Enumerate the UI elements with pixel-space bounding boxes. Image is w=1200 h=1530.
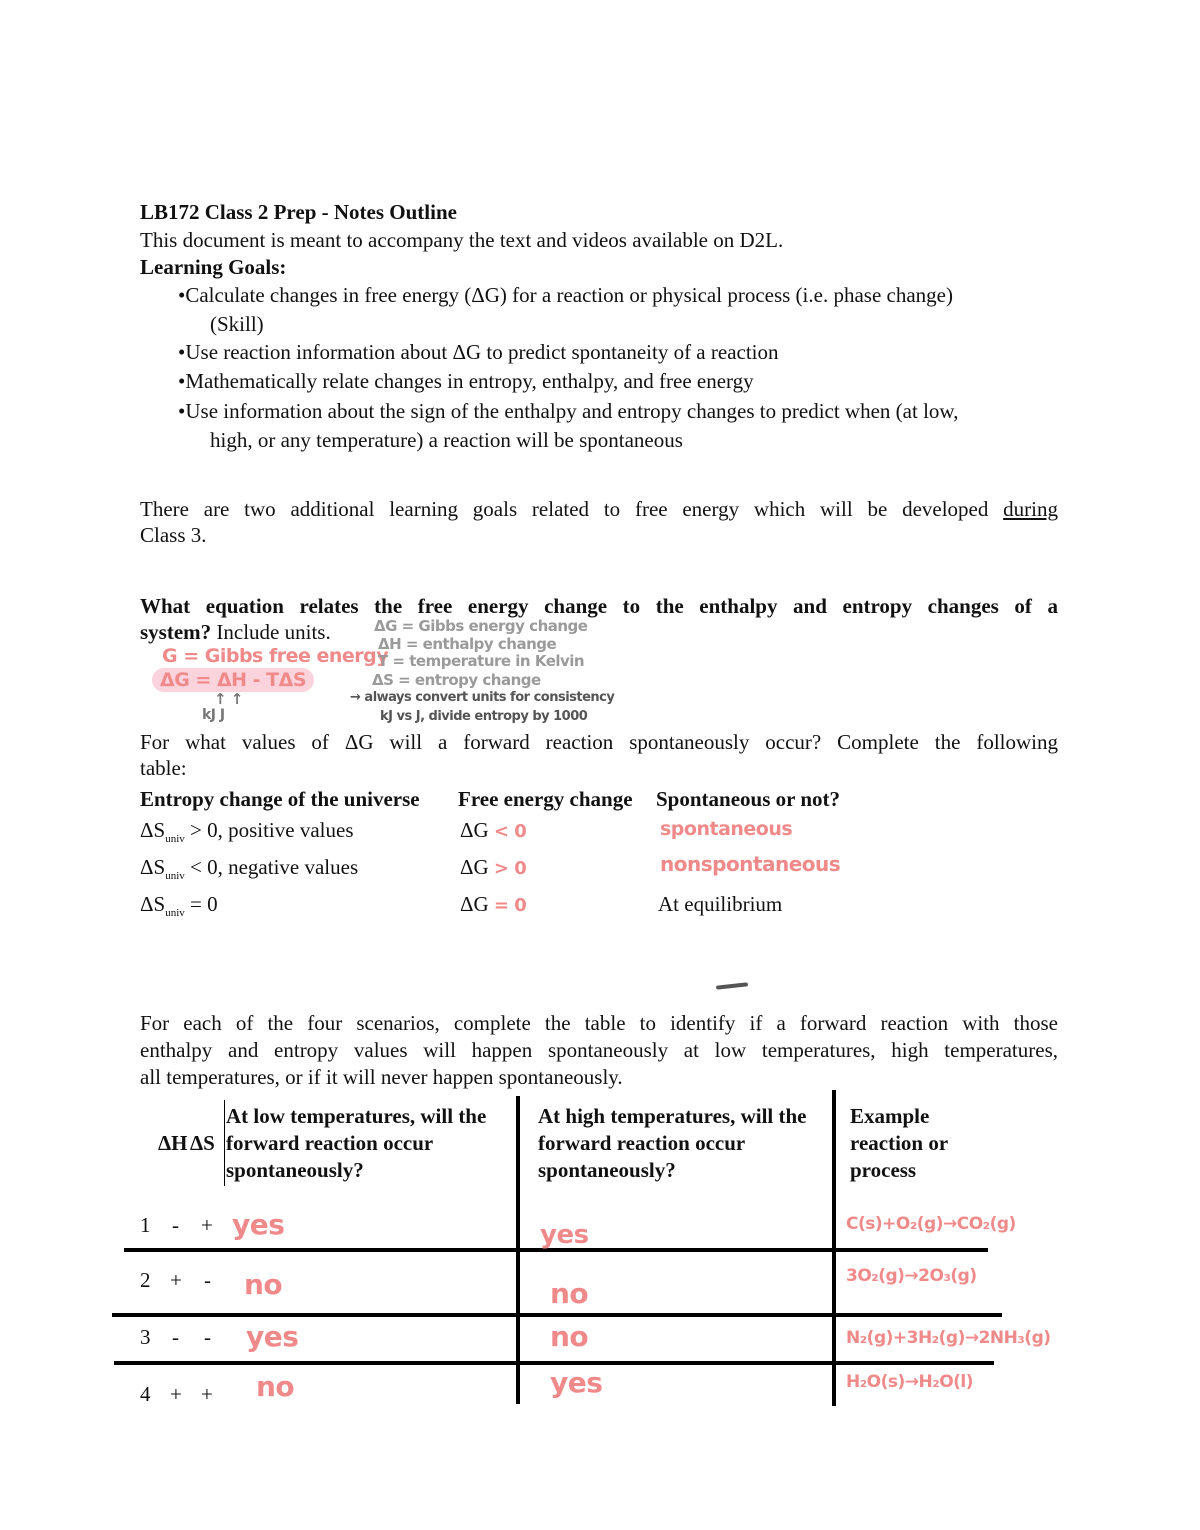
table2-row-high-answer: yes [550,1366,603,1399]
table2-header-divider [224,1100,225,1186]
table2-row-number: 2 [140,1268,151,1292]
table2-row-divider [112,1313,1002,1317]
table2-row-low-answer: yes [246,1320,299,1353]
handwritten-gibbs-note: G = Gibbs free energy [162,645,389,667]
table2-row-dh: + [170,1268,182,1292]
goal-item: •Use information about the sign of the enthalpy and entropy changes to predict when (at low, [178,399,959,423]
document-title: LB172 Class 2 Prep - Notes Outline [140,200,457,224]
bullet-icon: • [178,340,186,364]
table2-header-example: reaction or [850,1131,949,1155]
bullet-icon: • [178,369,186,393]
additional-goals-line2: Class 3. [140,523,207,547]
table2-header-low: forward reaction occur [226,1131,434,1155]
stray-pen-mark [716,982,748,989]
handwritten-units-note: → always convert units for consistency [350,690,615,705]
table2-header-high: spontaneously? [538,1158,676,1182]
table2-header-low: spontaneously? [226,1158,364,1182]
table2-row-example: 3O₂(g)→2O₃(g) [846,1266,977,1286]
table1-row-delta-g: ΔG = 0 [460,892,527,916]
table2-row-example: C(s)+O₂(g)→CO₂(g) [846,1214,1016,1234]
handwritten-definition: T = temperature in Kelvin [378,652,585,670]
table1-row-condition: $\Delta S_{univ} < 0$, negative values [140,855,359,883]
table2-row-low-answer: no [244,1268,283,1301]
goal-item: •Mathematically relate changes in entropy, enthalpy, and free energy [178,369,754,393]
table2-row-example: N₂(g)+3H₂(g)→2NH₃(g) [846,1328,1051,1348]
table2-row-number: 3 [140,1325,151,1349]
table2-header-high: forward reaction occur [538,1131,746,1155]
table2-row-dh: - [172,1325,179,1349]
table1-row-answer: At equilibrium [658,892,783,916]
scenario-question-line3: all temperatures, or if it will never happen spontaneously. [140,1065,623,1089]
table2-row-ds: - [204,1268,211,1292]
handwritten-units: kJ J [202,707,225,723]
goal-item: •Calculate changes in free energy (ΔG) for a reaction or physical process (i.e. phase change) [178,283,953,307]
table2-row-ds: - [204,1325,211,1349]
table1-row-condition: $\Delta S_{univ} > 0$, positive values [140,818,354,846]
table2-row-low-answer: yes [232,1208,285,1241]
bullet-icon: • [178,399,186,423]
table1-row-delta-g: ΔG < 0 [460,818,527,842]
table1-row-answer: nonspontaneous [660,852,841,876]
table1-row-answer: spontaneous [660,818,793,840]
handwritten-definition: ΔG = Gibbs energy change [374,617,588,635]
table2-header-dh: ΔH [158,1131,188,1155]
goal-item-continuation: (Skill) [210,312,264,336]
table2-row-number: 1 [140,1213,151,1237]
table2-row-low-answer: no [256,1370,295,1403]
bullet-icon: • [178,283,186,307]
table2-row-high-answer: no [550,1277,589,1310]
handwritten-units-note: kJ vs J, divide entropy by 1000 [380,709,588,724]
table2-row-high-answer: yes [540,1220,589,1250]
equation-question: What equation relates the free energy change to the enthalpy and entropy changes of a [140,594,1058,618]
table1-row-condition: $\Delta S_{univ} = 0$ [140,892,218,920]
table2-row-dh: + [170,1382,182,1406]
delta-g-question-line2: table: [140,756,187,780]
scenario-question: For each of the four scenarios, complete the table to identify if a forward reaction with those [140,1011,1058,1035]
table2-header-example: process [850,1158,917,1182]
underlined-word: during [1003,497,1058,521]
table2-row-ds: + [201,1382,213,1406]
table2-row-divider [114,1361,994,1365]
table2-header-high: At high temperatures, will the [538,1104,807,1128]
table2-header-ds: ΔS [190,1131,215,1155]
table2-header-example: Example [850,1104,930,1128]
table1-row-delta-g: ΔG > 0 [460,855,527,879]
delta-g-question: For what values of ΔG will a forward reaction spontaneously occur? Complete the following [140,730,1058,754]
table2-row-number: 4 [140,1382,151,1406]
table2-row-dh: - [172,1213,179,1237]
equation-question-line2: system? Include units. [140,620,331,644]
additional-goals-paragraph: There are two additional learning goals related to free energy which will be developed during [140,497,1058,521]
table2-row-example: H₂O(s)→H₂O(l) [846,1372,974,1392]
table2-row-high-answer: no [550,1320,589,1353]
scenario-question-line2: enthalpy and entropy values will happen spontaneously at low temperatures, high temperatures, [140,1038,1058,1062]
handwritten-equation: ΔG = ΔH - TΔS [152,668,314,692]
table2-header-low: At low temperatures, will the [226,1104,487,1128]
table1-header-entropy: Entropy change of the universe [140,787,420,811]
handwritten-definition: ΔS = entropy change [372,671,541,689]
goal-item: •Use reaction information about ΔG to predict spontaneity of a reaction [178,340,779,364]
intro-text: This document is meant to accompany the text and videos available on D2L. [140,228,784,252]
handwritten-definition: ΔH = enthalpy change [378,635,557,653]
table1-header-spontaneous: Spontaneous or not? [656,787,840,811]
goal-item-continuation: high, or any temperature) a reaction will be spontaneous [210,428,683,452]
table2-row-ds: + [201,1213,213,1237]
learning-goals-heading: Learning Goals: [140,255,287,279]
handwritten-arrows: ↑ ↑ [214,690,243,708]
table1-header-free-energy: Free energy change [458,787,633,811]
